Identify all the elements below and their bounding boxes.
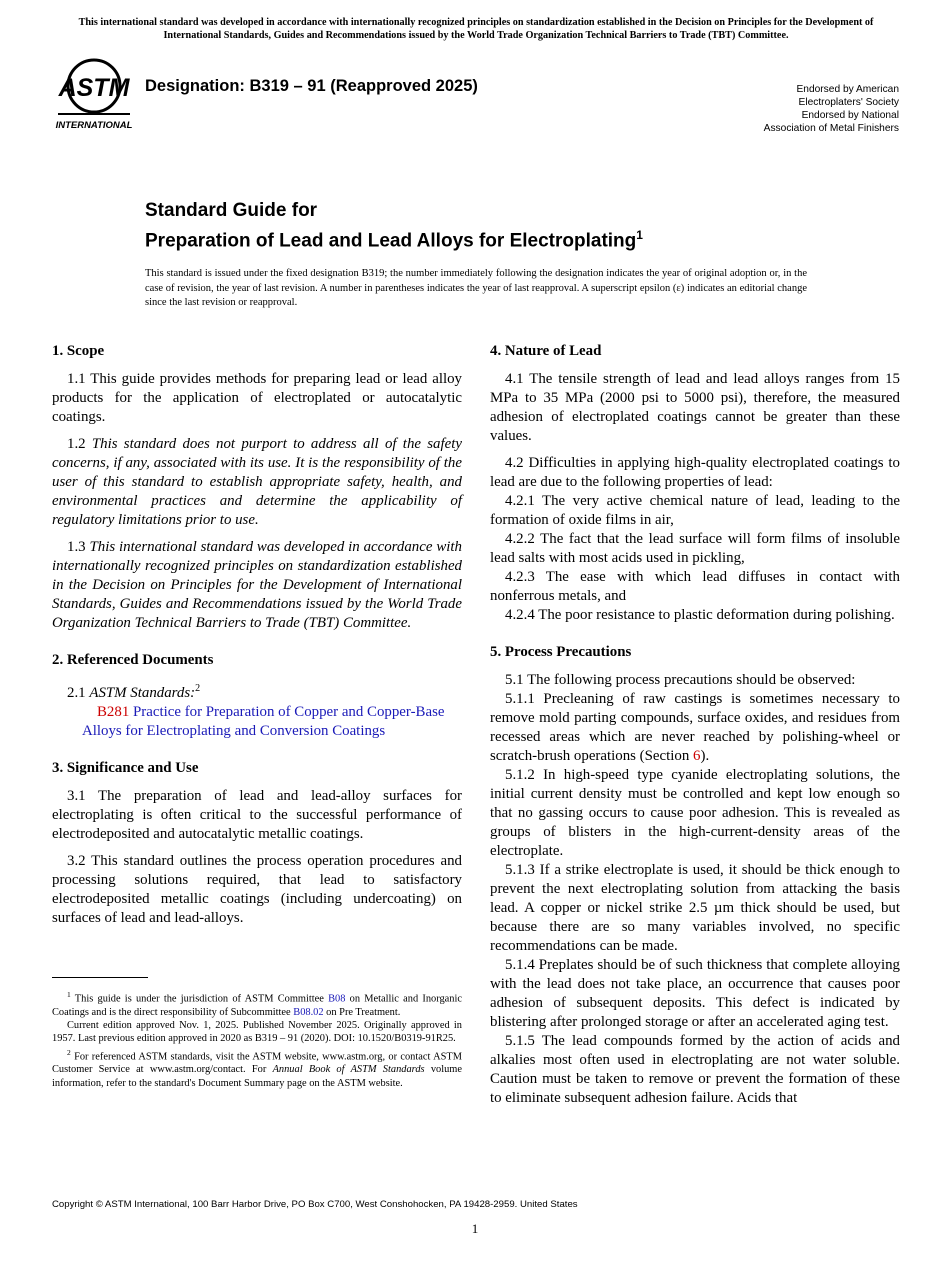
section-heading-scope: 1. Scope <box>52 343 105 359</box>
section-heading-significance: 3. Significance and Use <box>52 759 199 776</box>
footnote-divider <box>52 977 148 978</box>
footnotes <box>52 988 462 1090</box>
footnote-2-text: volume information, refer to the standard's Document Summary page on the ASTM website. <box>52 1064 462 1089</box>
logo-text: ASTM <box>58 74 130 102</box>
copyright-line: Copyright © ASTM International, 100 Barr Harbor Drive, PO Box C700, West Conshohocken, PA 19428-2959. United States <box>52 1199 578 1210</box>
footnote-2 <box>52 1046 462 1090</box>
paragraph-5-1: 5.1 The following process precautions should be observed: <box>505 672 856 688</box>
footnote-2-mark: 2 <box>67 1047 71 1057</box>
right-column <box>490 342 900 1108</box>
paragraph-2-1 <box>52 679 462 703</box>
endorsement-line: Association of Metal Finishers <box>763 123 899 134</box>
paragraph-number: 2.1 <box>67 684 86 701</box>
paragraph-1-3-text: This international standard was developed in accordance with internationally recognized principles on standardization established in the Decision on Principles for the Development of International Standards, Guides and Recommendations issued by the World Trade Organization Technical Barriers to Trade (TBT) Committee. <box>52 539 462 631</box>
committee-b08-link[interactable]: B08 <box>328 993 346 1005</box>
footnote-1-edition: Current edition approved Nov. 1, 2025. Published November 2025. Originally approved in 1957. Last previous edition approved in 2020 as B319 – 91 (2020). DOI: 10.1520/B0319-91R25. <box>52 1020 462 1045</box>
logo-subtext: INTERNATIONAL <box>55 120 133 131</box>
paragraph-1-2 <box>52 435 462 530</box>
title-footnote-mark: 1 <box>636 228 643 242</box>
paragraph-3-2: 3.2 This standard outlines the process operation procedures and processing solutions required, that lead to satisfactory electrodeposited metallic coatings (including undercoating) on surfaces of lead and lead-alloys. <box>52 852 462 926</box>
astm-standards-label: ASTM Standards: <box>89 684 196 701</box>
section-6-link[interactable]: 6 <box>693 748 701 764</box>
paragraph-3-1: 3.1 The preparation of lead and lead-alloy surfaces for electroplating is often critical to the successful performance of electrodeposited and autocatalytic metallic coatings. <box>52 787 462 842</box>
section-heading-nature: 4. Nature of Lead <box>490 343 602 359</box>
paragraph-5-1-1 <box>490 690 900 766</box>
footnote-1-text: on Pre Treatment. <box>323 1006 401 1018</box>
paragraph-1-2-text: This standard does not purport to address all of the safety concerns, if any, associated with its use. It is the responsibility of the user of this standard to establish appropriate safety, health, and environmental practices and determine the applicability of regulatory limitations prior to use. <box>52 436 462 528</box>
paragraph-5-1-2: 5.1.2 In high-speed type cyanide electroplating solutions, the initial current density must be controlled and kept low enough so that no gassing occurs to cause poor adhesion. This is revealed as groups of blisters in the high-current-density areas of the electroplate. <box>490 767 900 859</box>
astm-logo <box>52 56 136 132</box>
paragraph-4-2-4: 4.2.4 The poor resistance to plastic deformation during polishing. <box>505 607 895 623</box>
paragraph-number: 1.2 <box>67 436 86 452</box>
endorsement-line: Endorsed by American <box>796 84 899 95</box>
reference-title-link[interactable]: Practice for Preparation of Copper and Copper-Base Alloys for Electroplating and Conversion Coatings <box>82 703 445 739</box>
section-heading-precautions: 5. Process Precautions <box>490 644 632 660</box>
title-main: Preparation of Lead and Lead Alloys for Electroplating <box>145 230 637 252</box>
paragraph-1-3 <box>52 538 462 633</box>
reference-b281 <box>52 703 462 741</box>
paragraph-5-1-4: 5.1.4 Preplates should be of such thickness that complete alloying with the lead does not take place, an occurrence that causes poor adhesion of subsequent deposits. This defect is indicated by blistering after prolonged storage or after an accelerated aging test. <box>490 957 900 1030</box>
subcommittee-b08-02-link[interactable]: B08.02 <box>293 1006 324 1018</box>
left-column <box>52 342 462 928</box>
paragraph-4-2: 4.2 Difficulties in applying high-quality electroplated coatings to lead are due to the following properties of lead: <box>490 455 900 490</box>
paragraph-4-2-3: 4.2.3 The ease with which lead diffuses in contact with nonferrous metals, and <box>490 569 900 604</box>
title-block <box>145 198 845 253</box>
footnote-2-text: For referenced ASTM standards, visit the ASTM website, www.astm.org, or contact ASTM Customer Service at www.astm.org/contact. For <box>52 1051 462 1076</box>
paragraph-number: 1.3 <box>67 539 86 555</box>
paragraph-4-2-2: 4.2.2 The fact that the lead surface will form films of insoluble lead salts with most acids used in pickling, <box>490 531 900 566</box>
paragraph-4-2-1: 4.2.1 The very active chemical nature of lead, leading to the formation of oxide films in air, <box>490 493 900 528</box>
section-heading-referenced: 2. Referenced Documents <box>52 652 214 668</box>
footnote-1-text: This guide is under the jurisdiction of ASTM Committee <box>74 993 329 1005</box>
reference-code-link[interactable]: B281 <box>97 703 130 720</box>
issue-note: This standard is issued under the fixed designation B319; the number immediately following the designation indicates the year of original adoption or, in the case of revision, the year of last revision. A number in parentheses indicates the year of last reapproval. A superscript epsilon (ε) indicates an editorial change since the last revision or reapproval. <box>145 268 807 308</box>
footnote-1-mark: 1 <box>67 990 71 999</box>
paragraph-5-1-5: 5.1.5 The lead compounds formed by the action of acids and alkalies most often used in electroplating are not water soluble. Caution must be taken to remove or prevent the formation of these to eliminate subsequent adhesion failure. Acids that <box>490 1033 900 1106</box>
footnote-1 <box>52 988 462 1019</box>
title-line-1: Standard Guide for <box>145 200 318 221</box>
paragraph-1-1: 1.1 This guide provides methods for preparing lead or lead alloy products for the application of electroplated or autocatalytic coatings. <box>52 371 462 425</box>
footnote-1-text: on Metallic and Inorganic Coatings and is the direct responsibility of Subcommittee <box>52 993 462 1018</box>
paragraph-5-1-1-end: ). <box>700 748 710 764</box>
footnote-mark-2: 2 <box>195 683 201 694</box>
paragraph-5-1-3: 5.1.3 If a strike electroplate is used, it should be thick enough to prevent the next electroplating solution from attacking the basis lead. A copper or nickel strike 2.5 µm thick should be used, but because there are so many variables involved, no specific recommendations can be made. <box>490 862 900 954</box>
endorsement-line: Electroplaters' Society <box>798 97 899 108</box>
endorsement <box>764 83 899 135</box>
top-notice: This international standard was developed in accordance with internationally recognized principles on standardization established in the Decision on Principles for the Development of International Standards, Guides and Recommendations issued by the World Trade Organization Technical Barriers to Trade (TBT) Committee. <box>78 17 874 41</box>
page-number: 1 <box>471 1221 479 1236</box>
astm-logo-icon <box>52 56 136 132</box>
title-line-2 <box>145 223 845 253</box>
paragraph-4-1: 4.1 The tensile strength of lead and lead alloys ranges from 15 MPa to 35 MPa (2000 psi to 5000 psi), therefore, the measured adhesion of electroplated coatings cannot be greater than these values. <box>490 371 900 444</box>
paragraph-5-1-1-text: 5.1.1 Precleaning of raw castings is sometimes necessary to remove mold parting compounds, surface oxides, and residues from recessed areas which are never reached by polishing-wheel or scratch-brush operations (Section <box>490 691 900 764</box>
annual-book-title: Annual Book of ASTM Standards <box>272 1064 425 1076</box>
endorsement-line: Endorsed by National <box>801 110 899 121</box>
designation: Designation: B319 – 91 (Reapproved 2025) <box>145 77 478 95</box>
